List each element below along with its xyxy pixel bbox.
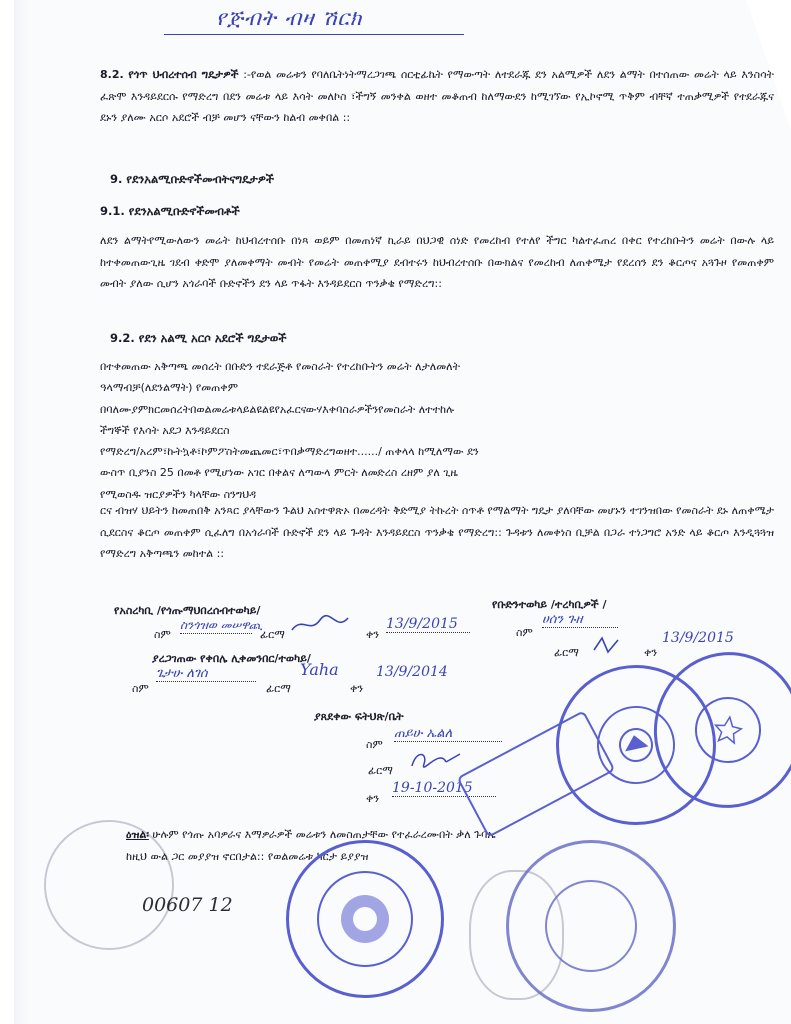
section-9-2-heading: 9.2. የደን አልሚ አርሶ አደሮች ግዴታወች <box>110 331 287 345</box>
approver-date: 19-10-2015 <box>392 780 496 797</box>
section-9-2-lines <box>100 356 774 505</box>
approver-signature <box>406 744 466 774</box>
section-9-2-line: በተቀመጠው አቅጣጫ መሰረት በቡድን ተደራጅቶ የመስራት የተረከቡትን መሬት ለታለመለት <box>100 360 461 373</box>
section-8-2 <box>100 64 774 129</box>
section-9-heading: 9. የደንአልሚቡድኖችመብትናግዴታዎች <box>110 172 274 186</box>
section-9-1-heading: 9.1. የደንአልሚቡድኖችመብቶች <box>100 204 240 218</box>
section-9-2-line: በባለሙያምክርመሰረትበወልመሬቱላይልዩልዩየአፈርናውሃእቀባስራዎችንየመስራት ለተተከሉ <box>100 402 454 416</box>
stamp-star-icon <box>711 713 745 747</box>
handover-date: 13/9/2015 <box>386 616 470 633</box>
verifier-label: ያረጋገጠው የቀበሌ ሊቀመንበር/ተወካይ/ <box>152 652 311 665</box>
receiver-label: የቡድንተወካይ /ተረካቢዎች / <box>492 598 607 611</box>
receiver-date: 13/9/2015 <box>662 630 734 646</box>
official-stamp-bottom-center <box>286 840 444 998</box>
verifier-date-label: ቀን <box>350 682 364 695</box>
section-9-2-line: ውስጥ ቢያንስ 25 በመቶ የሚሆነው አገር በቀልና ለጣውላ ምርት ለመድረስ ረዘም ያለ ጊዜ <box>100 466 458 480</box>
handover-name-handwritten: ስንጎዝወ መሠዋጪ <box>180 618 263 632</box>
stamp-emblem-icon <box>335 889 395 949</box>
section-9-2-line: የሚወስዱ ዝርያዎችን ካላቸው ስንግህዳ <box>100 487 257 501</box>
verifier-signature: Yaha <box>300 660 339 679</box>
handover-signature <box>290 612 352 636</box>
section-9-2-line: ችግኞች የእሳት አደጋ እንዳይደርስ <box>100 423 230 437</box>
section-9-2-body-continued: ርና ብዝሃ ህይትን ከመጠበቅ አንጻር ያላቸውን ጉልህ አስተዋጽኦ በመረዳት ቅድሚያ ትኩረት ሰጥቶ የማልማት ግዴታ ያለባቸው መሆኑን ተገንዝበው የመስራት ደኑ ለጠቀሜታ ሲደርስና ቆርጦ መጠቀም ሲፈለግ በአጎራባች ቡድኖች ደን ላይ ጉዳት እንዳይደርስ ጥንቃቄ የማድረግ:: ጉዳቱን ለመቀነስ ቢቻል በጋራ ተነጋግሮ አንድ ላይ ቆርጦ እንዲጓጓዝ የማድረግ አቅጣጫን መከተል :: <box>100 504 774 560</box>
section-9-2-line: የማድረግ/አረም፣ኩትኳቶ፣ኮምፖስትመጨመር፣ጥበቃማድረግወዘተ....../ ጠቀላላ ከሚለማው ደን <box>100 445 479 459</box>
approver-name-handwritten: ጠይሁ ኤልለ <box>394 726 502 742</box>
note-line: ሁሉም የጎጡ አባዎራና እማዎራዎች መሬቱን ለመስጠታቸው የተፈራረሙበት ቃለ ጉባኤ <box>152 828 496 841</box>
official-stamp-bottom-right <box>506 840 676 1012</box>
receiver-name-handwritten: ሀሰን ጉዘ <box>542 612 618 628</box>
handover-label: የአስረካቢ /የጎጡማህበረሰብተወካይ/ <box>114 604 261 617</box>
stamp-inner-ring <box>317 871 413 967</box>
approver-sign-label: ፊርማ <box>368 764 393 777</box>
verifier-name-handwritten: ጌታሁ ለገሰ <box>156 666 256 682</box>
note-line: ከዚህ ውል ጋር መያያዝ ኖርበታል:: የወልመሬቱ ካርታ ይያያዝ <box>126 849 369 863</box>
approver-name-label: ስም <box>366 738 383 751</box>
section-8-2-number: 8.2. <box>100 68 124 81</box>
stamp-inner-ring <box>691 693 766 768</box>
handover-sign-label: ፊርማ <box>260 628 285 641</box>
section-9-1-body: ለደን ልማትየሚውለውን መሬት ከህብረተሰቡ በነጻ ወይም በመጠነኛ ኪራይ በህጋዊ ሰነድ የመረከብ የተለየ ችግር ካልተፈጠረ በቀር የተረከቡትን መሬት በውሉ ላይ ከተቀመጠውጊዜ ገደብ ቀድሞ ያለመቀማት መብት የመሬት መጠቀሚያ ደብተሩን ከህብረተሰቡ በውክልና የመረከብ ለጠቀሜታ የደረሰን ደን ቆርጦና አጓጉዞ የመጠቀም መብት ያለው ሲሆን አጎራባች ቡድኖችን ደን ላይ ጥፋት እንዳይደርስ ጥንቃቄ የማድረግ:: <box>100 234 774 290</box>
handover-date-label: ቀን <box>366 628 380 641</box>
handwritten-title: የጅብት ብዛ ሽርክ <box>216 6 363 30</box>
document-page <box>14 0 791 1024</box>
verifier-name-label: ስም <box>132 682 149 695</box>
stamp-emblem-icon <box>612 721 659 768</box>
approver-label: ያጸደቀው ፍትህጽ/ቤት <box>314 710 404 723</box>
receiver-name-label: ስም <box>516 626 533 639</box>
stamp-inner-ring <box>545 880 637 972</box>
verifier-date: 13/9/2014 <box>376 664 448 680</box>
receiver-signature <box>590 634 624 656</box>
binding-edge <box>14 0 30 1024</box>
receiver-date-label: ቀን <box>644 646 658 659</box>
handover-name-label: ስም <box>154 628 171 641</box>
note-label: ዕዝል፡ <box>126 828 149 841</box>
section-9-2-line: ዓላማብቻ(ለደንልማት) የመጠቀም <box>100 381 238 395</box>
receiver-sign-label: ፊርማ <box>554 646 579 659</box>
section-8-2-body: :-የወል መሬቱን የባለቤትነትማረጋገጫ ሰርቲፊኬት የማውጣት ለተደራጁ ደን አልሚዎች ለደን ልማት በተሰጠው መሬት ላይ እንስሳት ፈጽሞ እንዳይደርሱ የማድረግ በደን መሬቱ ላይ እሳት መለኮስ ፣ችግኝ መንቀል ወዘተ መቆጠብ ከለማውደን ከሚገኘው የኢኮኖሚ ጥቅም ብቸኛ ተጠቃሚዎች የተደራጁና ደኑን ያለሙ አርሶ አደሮች ብቻ መሆን ናቸውን ከልብ መቀበል :: <box>100 68 774 124</box>
approver-date-label: ቀን <box>366 792 380 805</box>
handwritten-reference: 00607 12 <box>142 894 233 916</box>
section-8-2-heading: የጎጥ ህብረተሰብ ግዴታዎች <box>128 68 239 81</box>
verifier-sign-label: ፊርማ <box>266 682 291 695</box>
title-underline <box>164 34 464 35</box>
